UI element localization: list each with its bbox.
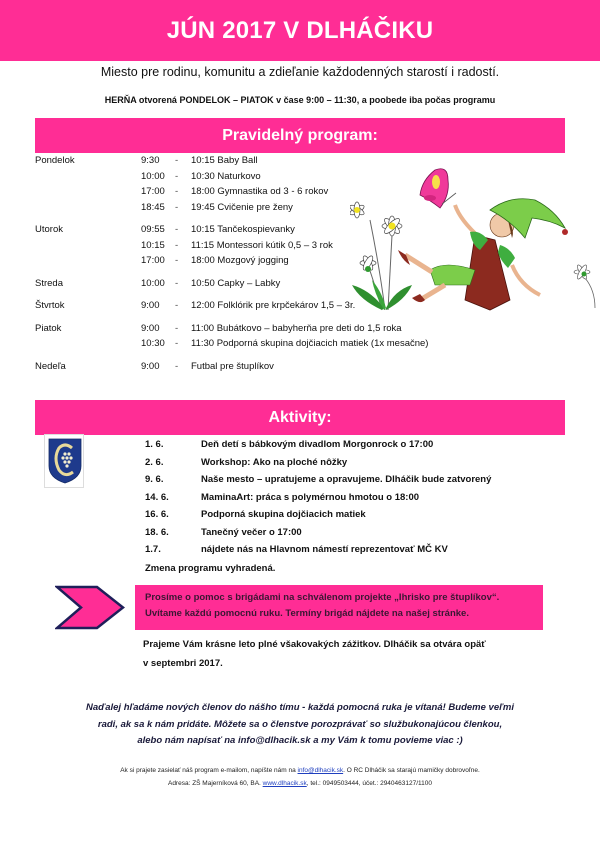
activity-date: 18. 6. [145, 526, 169, 538]
elf-character-icon [398, 199, 568, 310]
activity-date: 1.7. [145, 544, 161, 556]
activity-description: 19:45 Cvičenie pre ženy [191, 201, 293, 213]
footer-line-1 [0, 764, 600, 777]
recruit-line-1: Naďalej hľadáme nových členov do nášho tímu - každá pomocná ruka je vítaná! Budeme veľmi [86, 702, 514, 713]
time-separator: - [175, 170, 179, 182]
day-label: Štvrtok [35, 300, 65, 312]
summer-wish [143, 636, 486, 673]
start-time: 9:00 [141, 322, 160, 334]
activity-row [145, 454, 491, 472]
start-time: 17:00 [141, 186, 165, 198]
activity-text: nájdete nás na Hlavnom námestí reprezentovať MČ KV [201, 544, 448, 556]
wish-line-1: Prajeme Vám krásne leto plné všakovakých zážitkov. Dlháčik sa otvára opäť [143, 639, 486, 650]
page-title: JÚN 2017 V DLHÁČIKU [166, 16, 434, 44]
day-label: Utorok [35, 224, 63, 236]
activity-description: 10:30 Naturkovo [191, 170, 261, 182]
start-time: 9:30 [141, 155, 160, 167]
recruitment-note [60, 700, 540, 750]
schedule-row [35, 359, 455, 375]
time-separator: - [175, 255, 179, 267]
time-separator: - [175, 186, 179, 198]
activity-description: 10:50 Capky – Labky [191, 277, 281, 289]
start-time: 18:45 [141, 201, 165, 213]
email-link[interactable]: info@dlhacik.sk [297, 767, 344, 774]
chevron-arrow-icon [55, 585, 125, 630]
activity-description: 11:30 Podporná skupina dojčiacich matiek (1x mesačne) [191, 338, 429, 350]
time-separator: - [175, 300, 179, 312]
activity-description: Futbal pre štuplíkov [191, 360, 274, 372]
recruit-line-3: alebo nám napísať na info@dlhacik.sk a my Vám k tomu povieme viac :) [137, 735, 463, 746]
elf-butterfly-illustration [350, 160, 600, 320]
butterfly-icon [420, 169, 456, 208]
activity-text: Naše mesto – upratujeme a opravujeme. Dlháčik bude zatvorený [201, 474, 492, 486]
help-request-box [135, 585, 543, 630]
header-band [0, 0, 600, 61]
activity-row [145, 471, 491, 489]
tagline: Miesto pre rodinu, komunitu a zdieľanie každodenných starostí i radostí. [100, 65, 500, 79]
day-label: Nedeľa [35, 360, 66, 372]
coat-of-arms-icon [44, 434, 84, 488]
activity-row [145, 489, 491, 507]
footer-text: Ak si prajete zasielať náš program e-mailom, napíšte nám na [120, 767, 298, 774]
start-time: 17:00 [141, 255, 165, 267]
activity-row [145, 541, 491, 559]
start-time: 9:00 [141, 360, 160, 372]
activity-text: MaminaArt: práca s polymérnou hmotou o 18:00 [201, 491, 420, 503]
small-daisy-icon [574, 264, 595, 308]
time-separator: - [175, 360, 179, 372]
activity-date: 9. 6. [145, 474, 164, 486]
activity-date: 1. 6. [145, 439, 164, 451]
schedule-row [35, 336, 455, 352]
recruit-line-2: radi, ak sa k nám pridáte. Môžete sa o členstve porozprávať so službukonajúcou členkou, [97, 718, 503, 730]
help-line-2: Uvítame každú pomocnú ruku. Termíny brigád nájdete na našej stránke. [145, 608, 469, 619]
day-label: Piatok [35, 322, 62, 334]
footer-text: , tel.: 0949503444, účet.: 2940463127/1100 [306, 780, 433, 787]
activity-description: 10:15 Tančekospievanky [191, 224, 295, 236]
help-line-1: Prosíme o pomoc s brigádami na schválenom projekte „Ihrisko pre štuplíkov“. [145, 592, 500, 603]
start-time: 10:00 [141, 170, 165, 182]
activities-list [145, 436, 491, 577]
activity-text: Workshop: Ako na ploché nôžky [201, 456, 348, 468]
website-link[interactable]: www.dlhacik.sk [262, 780, 307, 787]
day-group [35, 321, 455, 352]
time-separator: - [175, 338, 179, 350]
activity-row [145, 506, 491, 524]
section-bar-activities [35, 400, 565, 435]
activity-row [145, 436, 491, 454]
start-time: 9:00 [141, 300, 160, 312]
time-separator: - [175, 277, 179, 289]
time-separator: - [175, 322, 179, 334]
activity-date: 14. 6. [145, 491, 169, 503]
activity-description: 18:00 Mozgový jogging [191, 255, 289, 267]
activity-description: 11:00 Bubátkovo – babyherňa pre deti do 1,5 roka [191, 322, 402, 334]
day-label: Pondelok [35, 155, 75, 167]
footer-text: Adresa: ZŠ Majerníková 60, BA. [167, 780, 263, 787]
start-time: 10:00 [141, 277, 165, 289]
activity-description: 11:15 Montessori kútik 0,5 – 3 rok [191, 239, 333, 251]
section-heading: Pravidelný program: [222, 126, 378, 144]
program-change-note: Zmena programu vyhradená. [145, 562, 276, 574]
section-heading: Aktivity: [268, 408, 332, 426]
activity-description: 12:00 Folklórik pre krpčekárov 1,5 – 3r. [191, 300, 356, 312]
time-separator: - [175, 224, 179, 236]
schedule-row [35, 321, 455, 337]
day-label: Streda [35, 277, 63, 289]
day-group [35, 359, 455, 375]
time-separator: - [175, 239, 179, 251]
section-bar-regular-program [35, 118, 565, 153]
activity-date: 16. 6. [145, 509, 169, 521]
activity-text: Podporná skupina dojčiacich matiek [201, 509, 366, 521]
start-time: 10:30 [141, 338, 165, 350]
footer [0, 764, 600, 790]
activity-text: Deň detí s bábkovým divadlom Morgonrock o 17:00 [201, 439, 434, 451]
start-time: 09:55 [141, 224, 165, 236]
wish-line-2: v septembri 2017. [143, 657, 223, 669]
start-time: 10:15 [141, 239, 165, 251]
activity-description: 18:00 Gymnastika od 3 - 6 rokov [191, 186, 329, 198]
playroom-hours: HERŇA otvorená PONDELOK – PIATOK v čase 9:00 – 11:30, a poobede iba počas programu [104, 95, 496, 105]
activity-row [145, 524, 491, 542]
activity-date: 2. 6. [145, 456, 164, 468]
footer-line-2 [0, 777, 600, 790]
activity-description: 10:15 Baby Ball [191, 155, 258, 167]
footer-text: . O RC Dlháčik sa starajú mamičky dobrovoľne. [343, 767, 480, 774]
time-separator: - [175, 155, 179, 167]
time-separator: - [175, 201, 179, 213]
activity-text: Tanečný večer o 17:00 [201, 526, 302, 538]
